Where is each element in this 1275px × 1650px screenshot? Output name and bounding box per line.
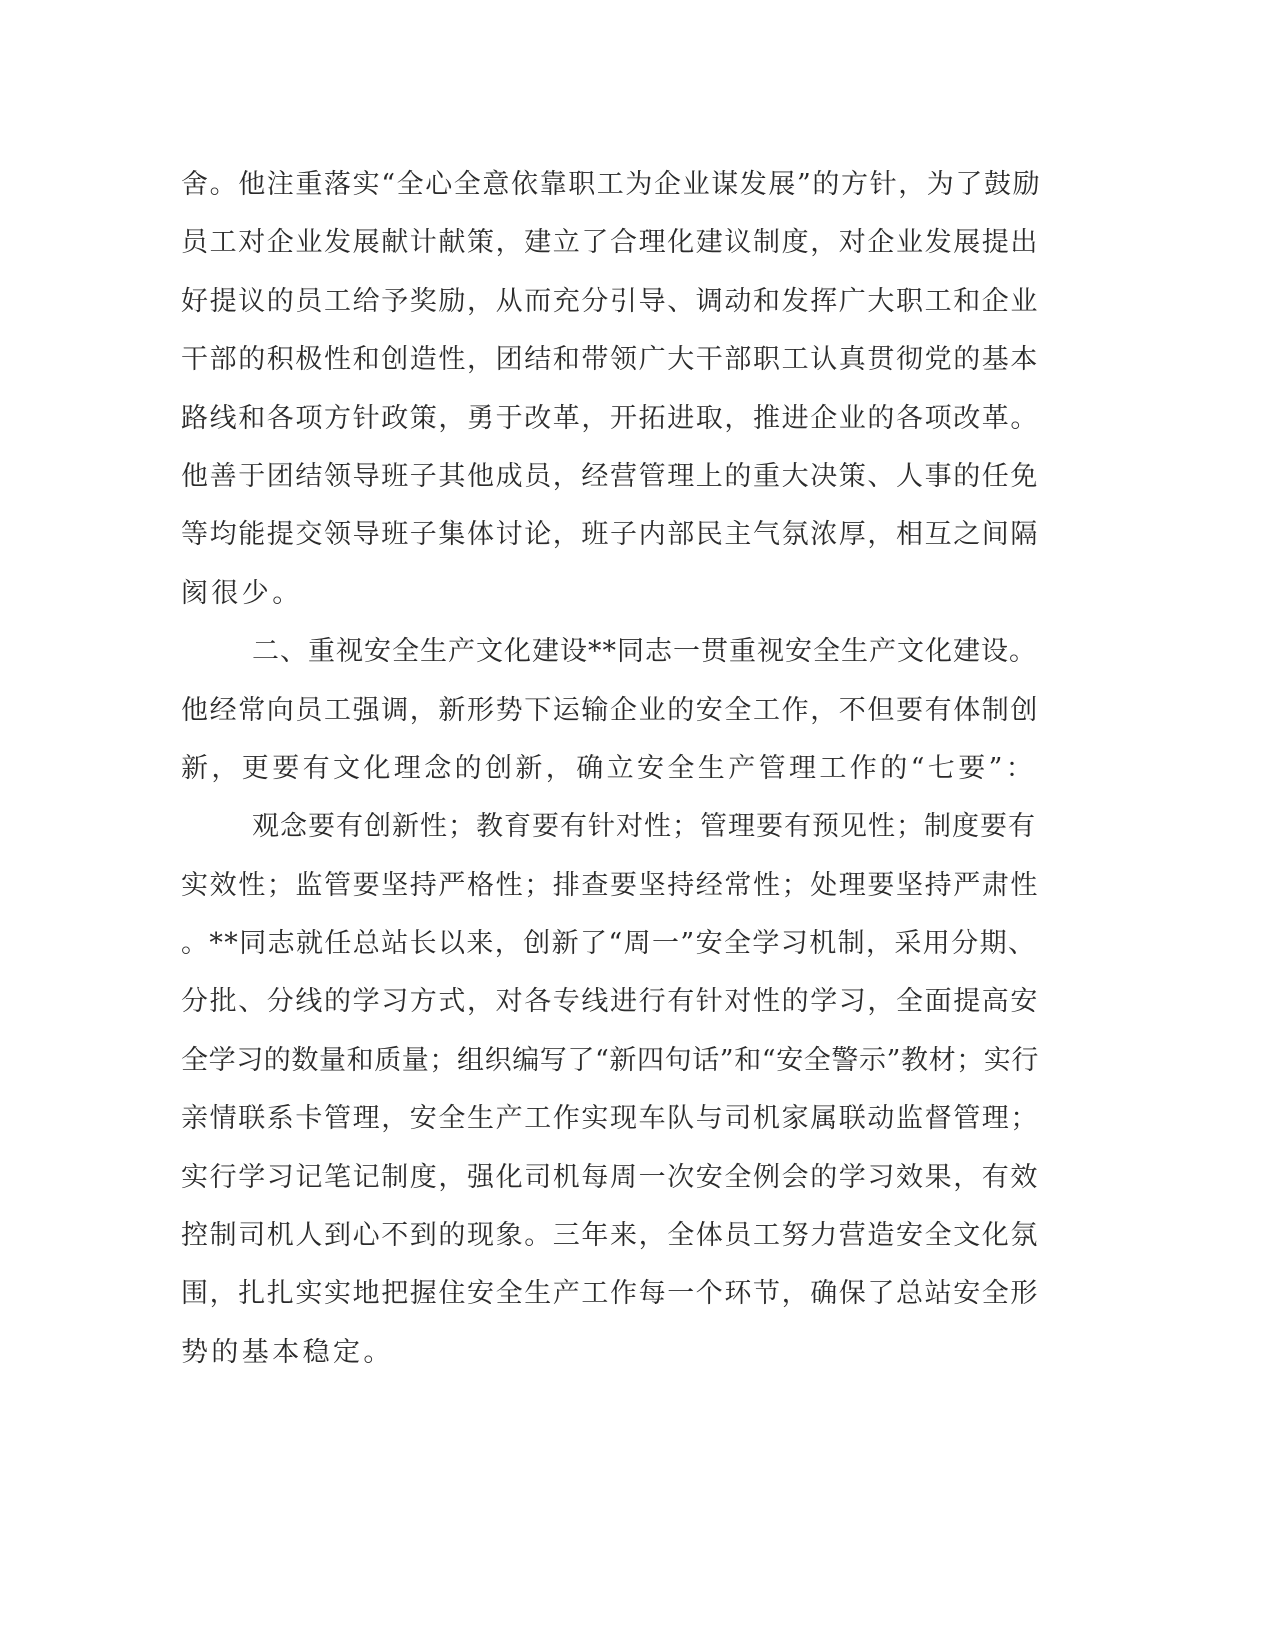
text-line: 他善于团结领导班子其他成员，经营管理上的重大决策、人事的任免: [181, 460, 1039, 492]
text-line: 势的基本稳定。: [181, 1336, 394, 1368]
text-line: 分批、分线的学习方式，对各专线进行有针对性的学习，全面提高安: [181, 986, 1039, 1018]
text-line: 围，扎扎实实地把握住安全生产工作每一个环节，确保了总站安全形: [181, 1278, 1039, 1310]
text-line: 。**同志就任总站长以来，创新了“周一”安全学习机制，采用分期、: [181, 928, 1037, 960]
text-line: 舍。他注重落实“全心全意依靠职工为企业谋发展”的方针，为了鼓励: [181, 169, 1042, 200]
section-heading-line: 二、重视安全生产文化建设**同志一贯重视安全生产文化建设。: [252, 636, 1037, 668]
text-line: 亲情联系卡管理，安全生产工作实现车队与司机家属联动监督管理；: [181, 1103, 1039, 1135]
text-line: 干部的积极性和创造性，团结和带领广大干部职工认真贯彻党的基本: [181, 344, 1039, 376]
text-line: 他经常向员工强调，新形势下运输企业的安全工作，不但要有体制创: [181, 694, 1039, 726]
text-line: 阂很少。: [181, 577, 303, 609]
text-line: 新，更要有文化理念的创新，确立安全生产管理工作的“七要”：: [181, 752, 1037, 784]
text-line: 实效性；监管要坚持严格性；排查要坚持经常性；处理要坚持严肃性: [181, 869, 1039, 901]
text-line: 员工对企业发展献计献策，建立了合理化建议制度，对企业发展提出: [181, 227, 1039, 259]
body-text: [181, 156, 1041, 1382]
text-line: 路线和各项方针政策，勇于改革，开拓进取，推进企业的各项改革。: [181, 402, 1039, 434]
text-line: 好提议的员工给予奖励，从而充分引导、调动和发挥广大职工和企业: [181, 285, 1039, 317]
text-line: 全学习的数量和质量；组织编写了“新四句话”和“安全警示”教材；实行: [181, 1044, 1040, 1076]
text-line: 等均能提交领导班子集体讨论，班子内部民主气氛浓厚，相互之间隔: [181, 519, 1039, 551]
text-line: 控制司机人到心不到的现象。三年来，全体员工努力营造安全文化氛: [181, 1220, 1039, 1252]
paragraph-start-line: 观念要有创新性；教育要有针对性；管理要有预见性；制度要有: [252, 811, 1036, 843]
text-line: 实行学习记笔记制度，强化司机每周一次安全例会的学习效果，有效: [181, 1161, 1039, 1193]
